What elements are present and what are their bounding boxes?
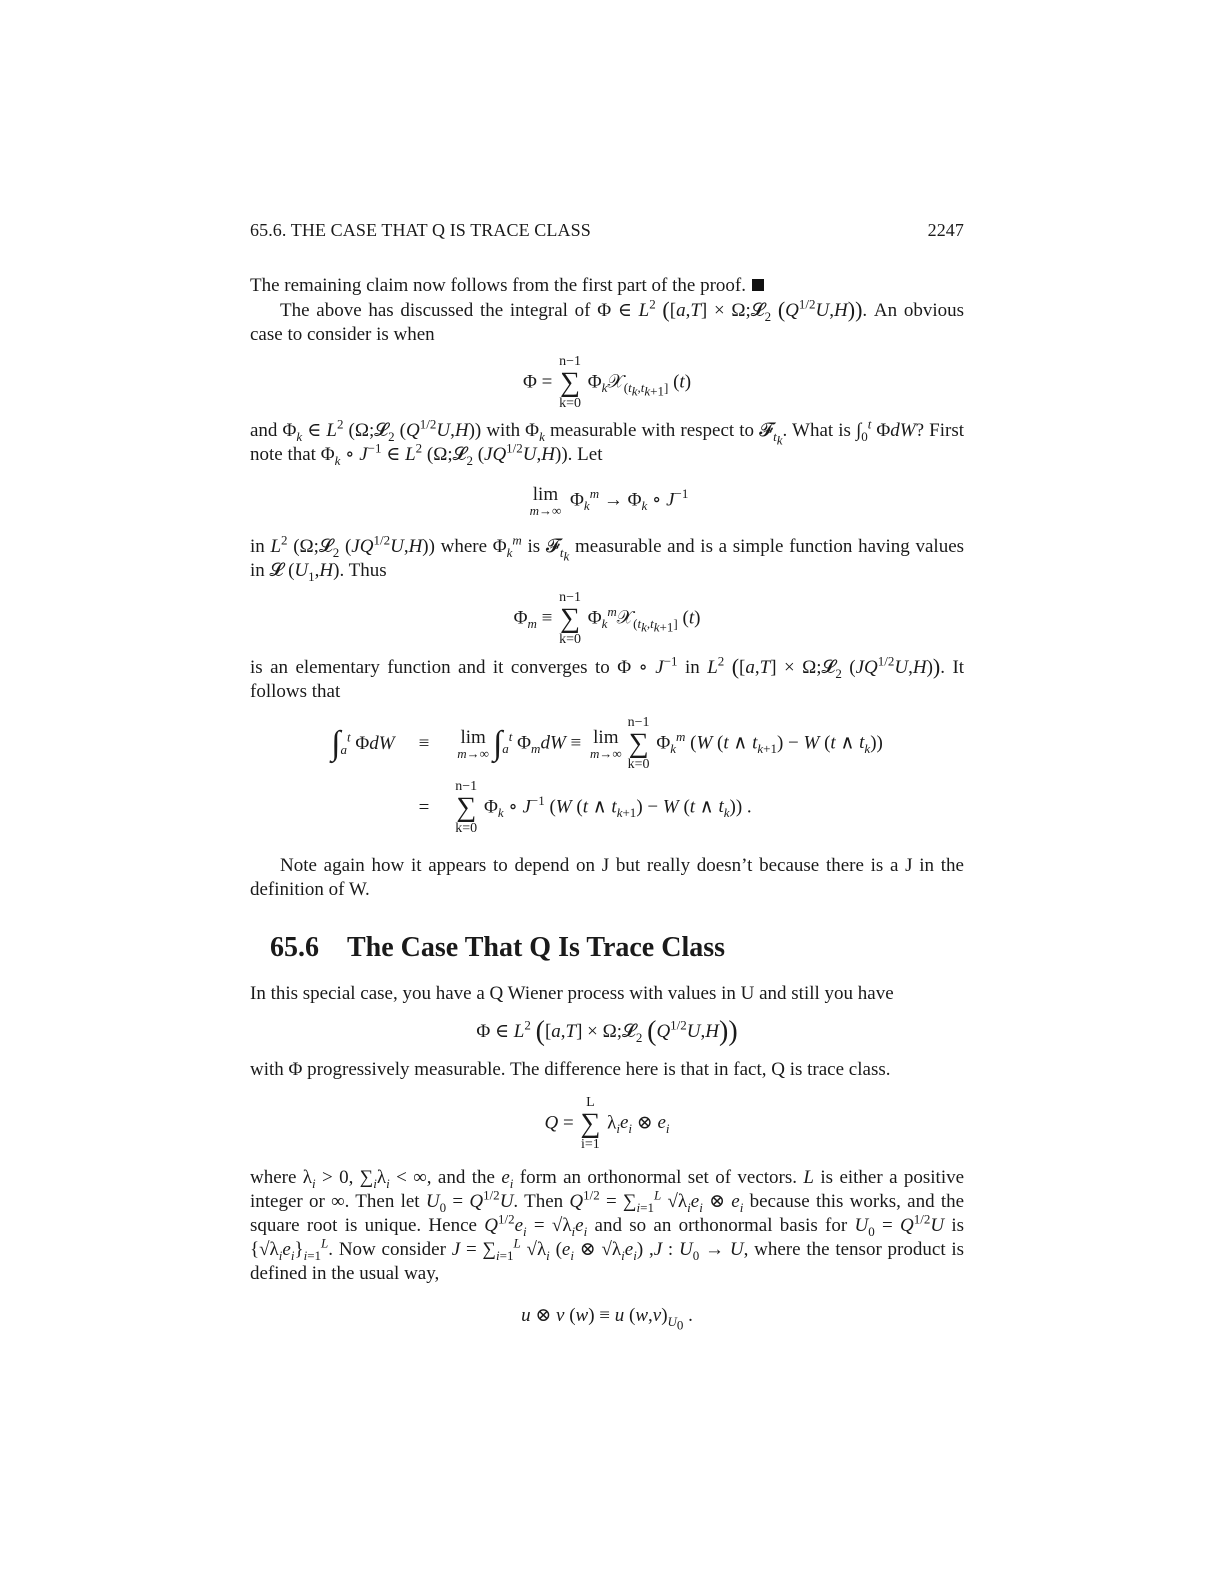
- equation: $\Phi_m$ ≡ n−1 ∑ k=0 $\Phi_k^m𝒳_{(t_k,t_{k+1}]}$ (t): [513, 590, 701, 647]
- page-number: 2247: [927, 220, 964, 240]
- section-title: The Case That Q Is Trace Class: [347, 932, 726, 963]
- aligned-equation: $\int_a^t$ ΦdW ≡ lim m→∞ $\int_a^t$ $\Phi_mdW$ ≡ lim m→∞ n−1 ∑ k=0 $\Phi_k^m$ (W (t ∧ $t_{k+1}) - W$ (t ∧ $t_k$)) = n−1 ∑ k=0 $\Phi_k$ ∘ $J^{-1}$ (W (t ∧ $t_{k+1}) - W$ (t ∧ $t_k$)) .: [331, 715, 883, 836]
- paragraph: in $L^2$ (Ω;𝓛$_2$ $(JQ^{1/2}U,H)$) where $\Phi_k^m$ is 𝓕$_{t_k}$ measurable and is a simple function having values in 𝓛 $(U_1,H)$. Thus: [250, 532, 965, 584]
- paragraph: where $\lambda_i > 0$, $\sum_i\lambda_i$ < ∞, and the $e_i$ form an orthonormal set of vectors. L is either a positive integer or ∞. Then let $U_0 = Q^{1/2}U$. Then $Q^{1/2} = \sum_{i=1}^L$ $√\lambda_ie_i$ ⊗ $e_i$ because this works, and the square root is unique. Hence $Q^{1/2}e_i = √\lambda_ie_i$ and so an orthonormal basis for $U_0 = Q^{1/2}U$ is $\{√\lambda_ie_i\}_{i=1}^L$. Now consider $J = \sum_{i=1}^L$ $√\lambda_i$ ($e_i$ ⊗ $√\lambda_ie_i$) ,J : $U_0 \to U$, where the tensor product is defined in the usual way,: [250, 1167, 965, 1284]
- paragraph: The above has discussed the integral of Φ ∈ $L^2$ ([a,T] × Ω;𝓛$_2$ $(Q^{1/2}U,H)$). An obvious case to consider is when: [250, 296, 964, 345]
- paragraph: The remaining claim now follows from the first part of the proof.: [250, 274, 964, 298]
- equation: Φ ∈ $L^2$ ([a,T] × Ω;𝓛$_2$ $(Q^{1/2}U,H)$): [476, 1016, 738, 1047]
- header-title: 65.6. THE CASE THAT Q IS TRACE CLASS: [250, 220, 591, 240]
- section-number: 65.6: [270, 932, 319, 963]
- equation: lim m→∞ $\Phi_k^m \to \Phi_k$ ∘ $J^{-1}$: [529, 484, 689, 518]
- paragraph: and $\Phi_k$ ∈ $L^2$ (Ω;𝓛$_2$ $(Q^{1/2}U,H)$) with $\Phi_k$ measurable with respect to 𝓕$_{t_k}$. What is $\int_0^t$ ΦdW? First note that $\Phi_k$ ∘ $J^{-1}$ ∈ $L^2$ (Ω;𝓛$_2$ $(JQ^{1/2}U,H)$). Let: [250, 416, 964, 468]
- paragraph: Note again how it appears to depend on J but really doesn’t because there is a J in the definition of W.: [250, 855, 964, 900]
- page: [250, 218, 964, 1346]
- paragraph: In this special case, you have a Q Wiener process with values in U and still you have: [250, 983, 894, 1004]
- equation: u ⊗ v (w) ≡ u $(w,v)_{U_0}$ .: [521, 1305, 693, 1333]
- equation: Φ = n−1 ∑ k=0 $\Phi_k𝒳_{(t_k,t_{k+1}]}$ (t): [522, 354, 692, 411]
- paragraph: with Φ progressively measurable. The difference here is that in fact, Q is trace class.: [250, 1059, 891, 1080]
- qed-icon: [752, 279, 764, 291]
- paragraph: is an elementary function and it converges to Φ ∘ $J^{-1}$ in $L^2$ ([a,T] × Ω;𝓛$_2$ $(JQ^{1/2}U,H)$). It follows that: [250, 653, 965, 702]
- running-header: [250, 218, 964, 242]
- equation: Q = L ∑ i=1 $\lambda_ie_i$ ⊗ $e_i$: [544, 1095, 670, 1152]
- section-heading: [270, 932, 964, 964]
